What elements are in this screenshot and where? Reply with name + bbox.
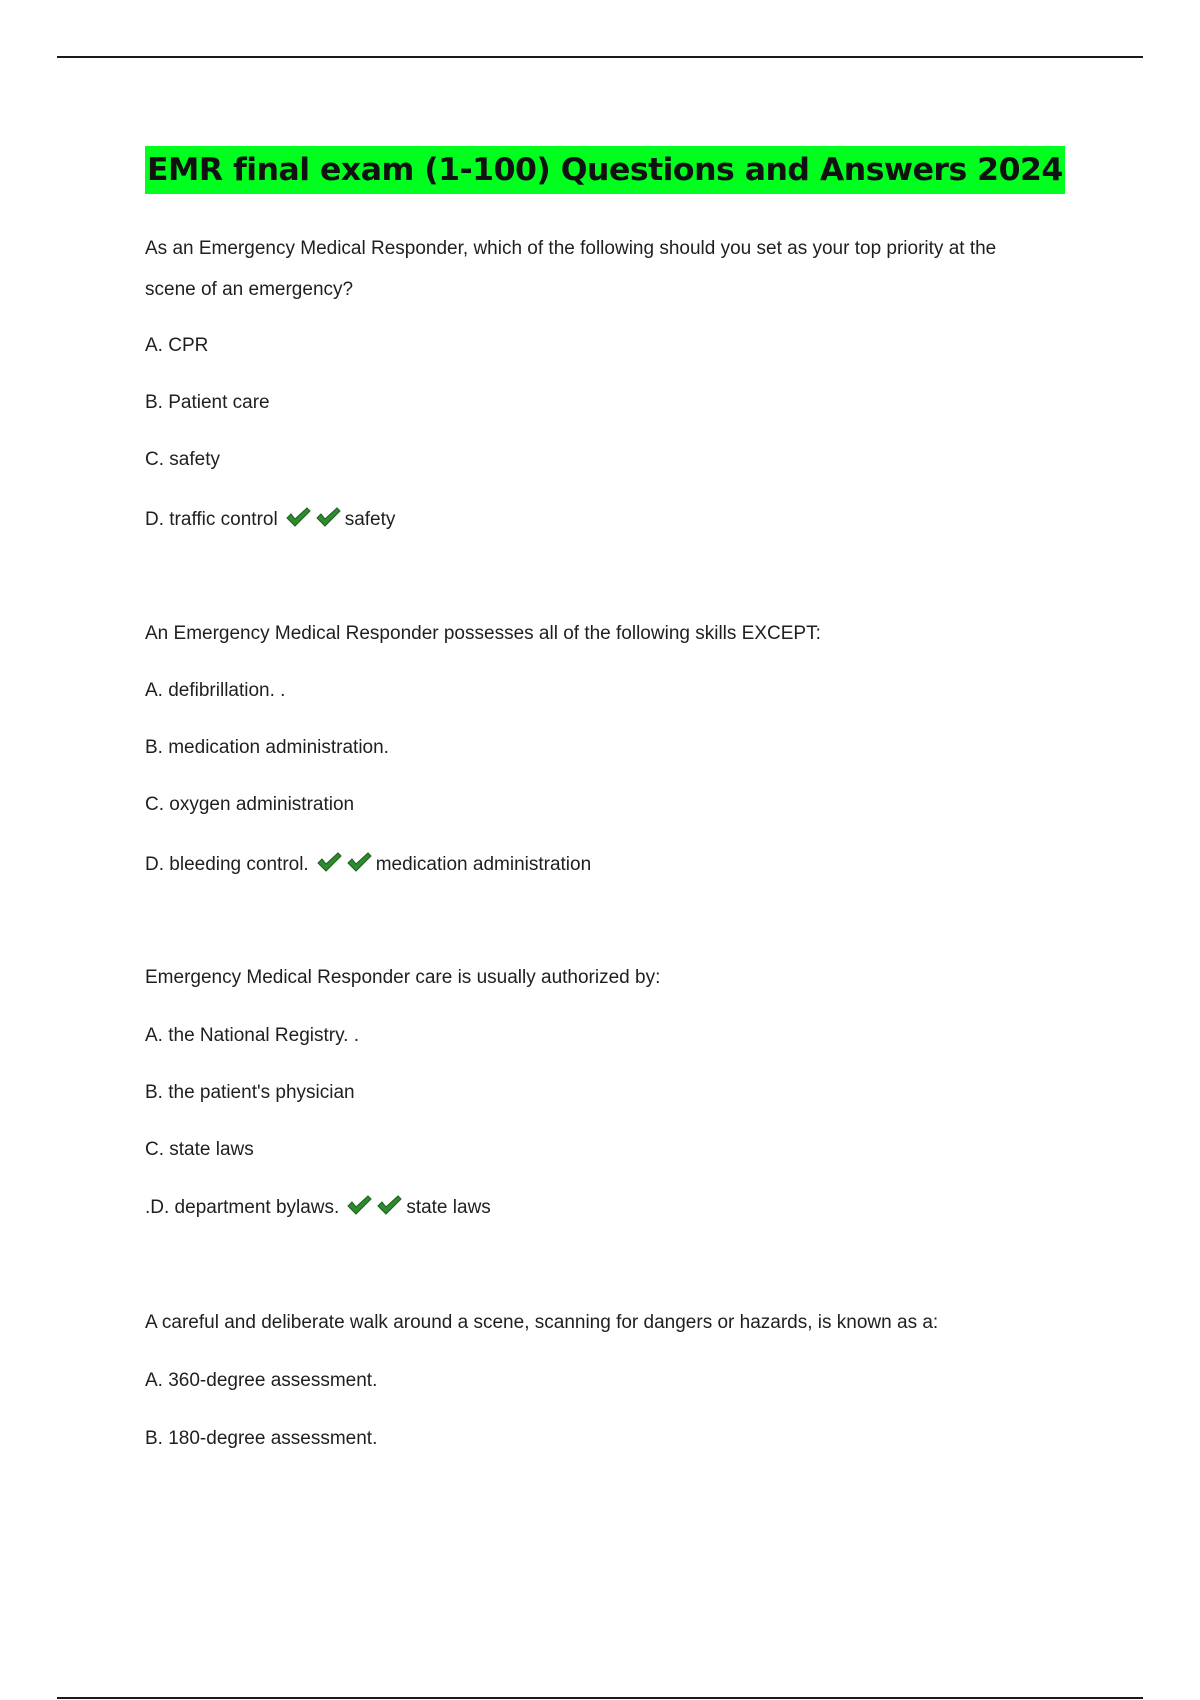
question-1-option-d-row — [145, 506, 395, 533]
question-2-option-d: D. bleeding control. — [145, 854, 309, 875]
document-title: EMR final exam (1-100) Questions and Answers 2024 — [145, 146, 1065, 194]
footer-rule — [57, 1697, 1143, 1699]
answer-checks — [285, 506, 345, 533]
check-icon — [346, 1194, 372, 1216]
answer-checks — [346, 1194, 406, 1221]
question-2-option-b: B. medication administration. — [145, 737, 389, 758]
check-icon — [346, 851, 372, 873]
question-1-option-d: D. traffic control — [145, 509, 278, 530]
question-3-option-d-row — [145, 1194, 491, 1221]
question-1-option-c: C. safety — [145, 449, 220, 470]
question-3-option-d: .D. department bylaws. — [145, 1197, 340, 1218]
question-1-text-line-2: scene of an emergency? — [145, 279, 354, 300]
check-icon — [376, 1194, 402, 1216]
question-2-answer: medication administration — [375, 854, 592, 875]
question-4-text: A careful and deliberate walk around a scene, scanning for dangers or hazards, is known as a: — [145, 1312, 939, 1333]
question-1-option-a: A. CPR — [145, 335, 209, 356]
question-2-option-a: A. defibrillation. . — [145, 680, 286, 701]
question-4-option-b: B. 180-degree assessment. — [145, 1428, 378, 1449]
check-icon — [316, 851, 342, 873]
question-3-answer: state laws — [406, 1197, 491, 1218]
header-rule — [57, 56, 1143, 58]
question-4-option-a: A. 360-degree assessment. — [145, 1370, 378, 1391]
question-1-text-line-1: As an Emergency Medical Responder, which of the following should you set as your top priority at the — [145, 238, 997, 259]
question-1-answer: safety — [344, 509, 396, 530]
question-3-option-a: A. the National Registry. . — [145, 1025, 360, 1046]
check-icon — [315, 506, 341, 528]
question-2-text: An Emergency Medical Responder possesses all of the following skills EXCEPT: — [145, 623, 821, 644]
question-2-option-d-row — [145, 851, 591, 878]
question-2-option-c: C. oxygen administration — [145, 794, 355, 815]
question-3-option-c: C. state laws — [145, 1139, 254, 1160]
answer-checks — [316, 851, 376, 878]
check-icon — [285, 506, 311, 528]
question-1-option-b: B. Patient care — [145, 392, 270, 413]
question-3-text: Emergency Medical Responder care is usually authorized by: — [145, 967, 661, 988]
question-3-option-b: B. the patient's physician — [145, 1082, 355, 1103]
